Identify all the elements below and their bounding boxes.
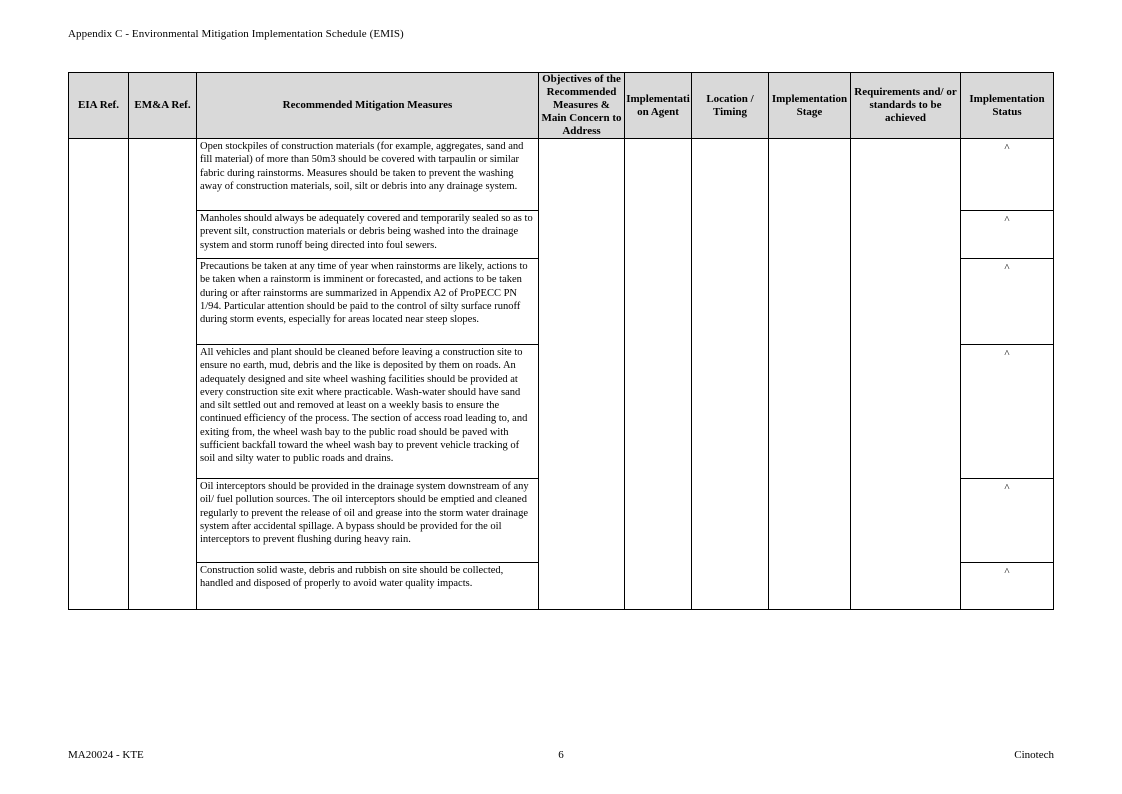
measure-cell: Oil interceptors should be provided in the drainage system downstream of any oil/ fuel pollution sources. The oil interceptors should be emptied and cleaned regularly to prevent the release of oil and grease into the storm water drainage system after accidental spillage. A bypass should be provided for the oil interceptors to prevent flushing during heavy rain. [197, 479, 538, 563]
status-cell: ^ [1004, 566, 1010, 578]
emis-table [68, 72, 1054, 610]
table-body [69, 139, 1053, 609]
column-header-eia-ref: EIA Ref. [69, 73, 129, 138]
implementation-agent-column [625, 139, 692, 609]
appendix-title: Appendix C - Environmental Mitigation Implementation Schedule (EMIS) [68, 28, 404, 40]
page-number: 6 [558, 749, 564, 761]
column-header-ema-ref: EM&A Ref. [129, 73, 197, 138]
page-footer [68, 749, 1054, 761]
eia-ref-column [69, 139, 129, 609]
implementation-status-column [961, 139, 1053, 609]
measure-cell: Manholes should always be adequately covered and temporarily sealed so as to prevent silt, construction materials or debris being washed into the drainage system and storm runoff being directed into foul sewers. [197, 211, 538, 259]
measure-cell: Precautions be taken at any time of year when rainstorms are likely, actions to be taken when a rainstorm is imminent or forecasted, and actions to be taken during or after rainstorms are summarized in Appendix A2 of ProPECC PN 1/94. Particular attention should be paid to the control of silty surface runoff during storm events, especially for areas located near steep slopes. [197, 259, 538, 345]
status-cell: ^ [961, 479, 1053, 563]
column-header-implementation-status: Implementation Status [969, 92, 1045, 118]
footer-company: Cinotech [1014, 749, 1054, 761]
objectives-column [539, 139, 625, 609]
measure-cell: All vehicles and plant should be cleaned before leaving a construction site to ensure no earth, mud, debris and the like is deposited by them on roads. An adequately designed and site wheel washing facilities should be provided at every construction site exit where practicable. Wash-water should have sand and silt settled out and removed at least on a weekly basis to ensure the continued efficiency of the process. The section of access road leading to, and exiting from, the wheel wash bay to the public road should be paved with sufficient backfall toward the wheel wash bay to prevent vehicle tracking of soil and silty water to public roads and drains. [197, 345, 538, 479]
column-header-implementation-agent: Implementati on Agent [625, 73, 692, 138]
footer-project-ref: MA20024 - KTE [68, 749, 144, 761]
location-timing-column [692, 139, 769, 609]
measure-cell: Construction solid waste, debris and rubbish on site should be collected, handled and disposed of properly to avoid water quality impacts. [200, 565, 504, 590]
measure-cell: Open stockpiles of construction materials (for example, aggregates, sand and fill material) of more than 50m3 should be covered with tarpaulin or similar fabric during rainstorms. Measures should be taken to prevent the washing away of construction materials, soil, silt or debris into any drainage system. [197, 139, 538, 211]
column-header-objectives: Objectives of the Recommended Measures & Main Concern to Address [539, 73, 625, 138]
requirements-standards-column [851, 139, 961, 609]
implementation-stage-column [769, 139, 851, 609]
ema-ref-column [129, 139, 197, 609]
column-header-recommended-mitigation-measures: Recommended Mitigation Measures [197, 73, 539, 138]
status-cell: ^ [961, 211, 1053, 259]
column-header-implementation-stage: Implementation Stage [769, 73, 851, 138]
measures-column [197, 139, 539, 609]
status-cell: ^ [961, 139, 1053, 211]
column-header-location-timing: Location / Timing [692, 73, 769, 138]
table-header-row [69, 73, 1053, 139]
column-header-requirements-standards: Requirements and/ or standards to be achieved [851, 73, 961, 138]
status-cell: ^ [961, 259, 1053, 345]
status-cell: ^ [961, 345, 1053, 479]
